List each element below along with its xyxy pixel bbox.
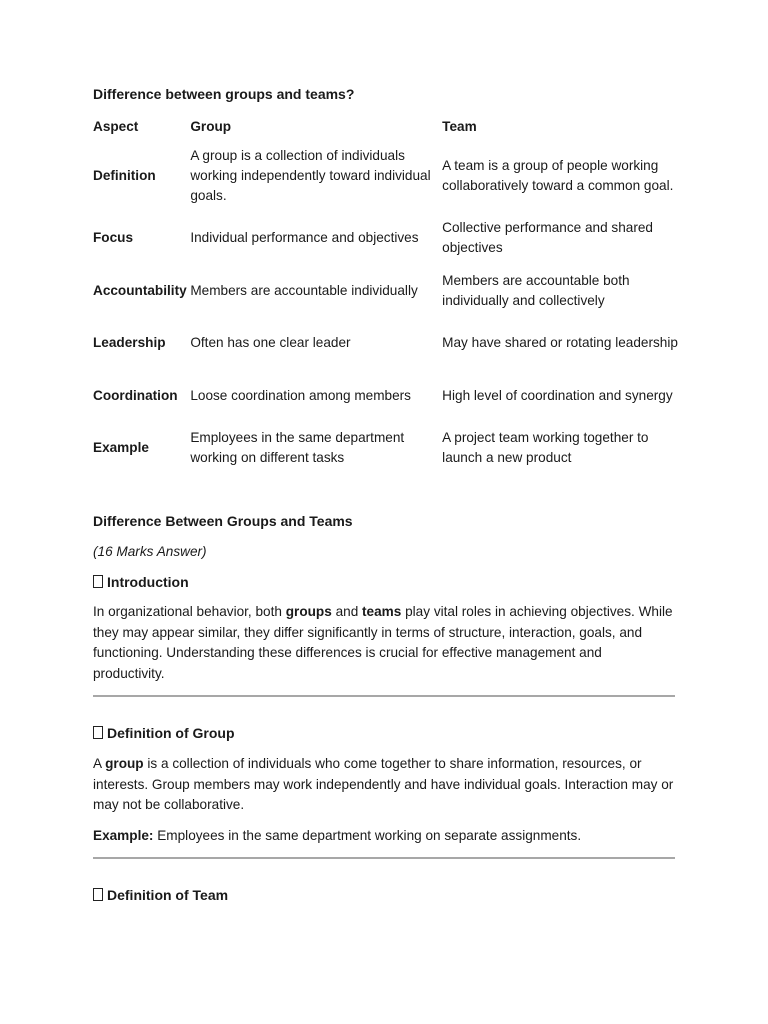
row-aspect: Accountability <box>93 282 187 298</box>
group-def-heading-text: Definition of Group <box>107 725 235 741</box>
row-team: May have shared or rotating leadership <box>442 335 678 351</box>
header-group: Group <box>190 119 232 134</box>
row-aspect: Focus <box>93 230 134 246</box>
group-def-heading <box>93 725 235 741</box>
example-label: Example: <box>93 828 154 843</box>
comparison-table <box>93 114 683 475</box>
horizontal-rule <box>93 695 675 697</box>
team-def-heading-text: Definition of Team <box>107 887 229 903</box>
table-row <box>93 422 683 475</box>
row-aspect: Definition <box>93 168 156 183</box>
table-row <box>93 370 683 423</box>
row-group: Employees in the same department working on different tasks <box>190 430 405 466</box>
header-team: Team <box>442 119 477 134</box>
row-group: Individual performance and objectives <box>190 230 419 246</box>
horizontal-rule <box>93 857 675 859</box>
row-aspect: Example <box>93 440 149 456</box>
intro-bold-teams: teams <box>362 604 402 619</box>
row-team: A project team working together to launch a new product <box>442 430 649 466</box>
group-text-2: is a collection of individuals who come together to share information, resources, or interests. Group members may work independently and have individual goals. Interaction may or may not be collaborative. <box>93 756 674 813</box>
missing-glyph-icon <box>93 888 103 901</box>
row-group: Members are accountable individually <box>190 282 418 298</box>
row-group: Loose coordination among members <box>190 387 411 403</box>
header-aspect: Aspect <box>93 119 139 134</box>
team-def-heading <box>93 887 228 903</box>
row-aspect: Coordination <box>93 387 178 403</box>
intro-paragraph <box>93 602 675 684</box>
row-group: A group is a collection of individuals working independently toward individual goals. <box>190 148 431 203</box>
section-title: Difference Between Groups and Teams <box>93 513 353 529</box>
table-row <box>93 212 683 265</box>
row-team: High level of coordination and synergy <box>442 387 673 403</box>
row-team: Collective performance and shared objectives <box>442 220 653 256</box>
intro-text-3: play vital roles in achieving objectives. While they may appear similar, they differ significantly in terms of structure, interaction, goals, and functioning. Understanding these differences is crucial for effective management and productivity. <box>93 604 673 681</box>
document-title: Difference between groups and teams? <box>93 86 355 102</box>
row-aspect: Leadership <box>93 335 166 351</box>
table-row <box>93 317 683 370</box>
group-example <box>93 826 675 847</box>
marks-note: (16 Marks Answer) <box>93 544 207 559</box>
group-bold-word: group <box>105 756 144 771</box>
row-team: A team is a group of people working collaboratively toward a common goal. <box>442 158 674 193</box>
missing-glyph-icon <box>93 726 103 739</box>
table-row <box>93 140 683 212</box>
row-group: Often has one clear leader <box>190 335 351 351</box>
table-header-row <box>93 114 683 140</box>
intro-text-2: and <box>331 604 363 619</box>
example-text: Employees in the same department working on separate assignments. <box>153 828 582 843</box>
group-text-1: A <box>93 756 106 771</box>
intro-bold-groups: groups <box>285 604 332 619</box>
table-row <box>93 265 683 318</box>
row-team: Members are accountable both individually and collectively <box>442 272 630 308</box>
intro-heading <box>93 574 189 590</box>
intro-heading-text: Introduction <box>107 574 189 590</box>
group-def-paragraph <box>93 754 675 816</box>
intro-text-1: In organizational behavior, both <box>93 604 286 619</box>
missing-glyph-icon <box>93 575 103 588</box>
